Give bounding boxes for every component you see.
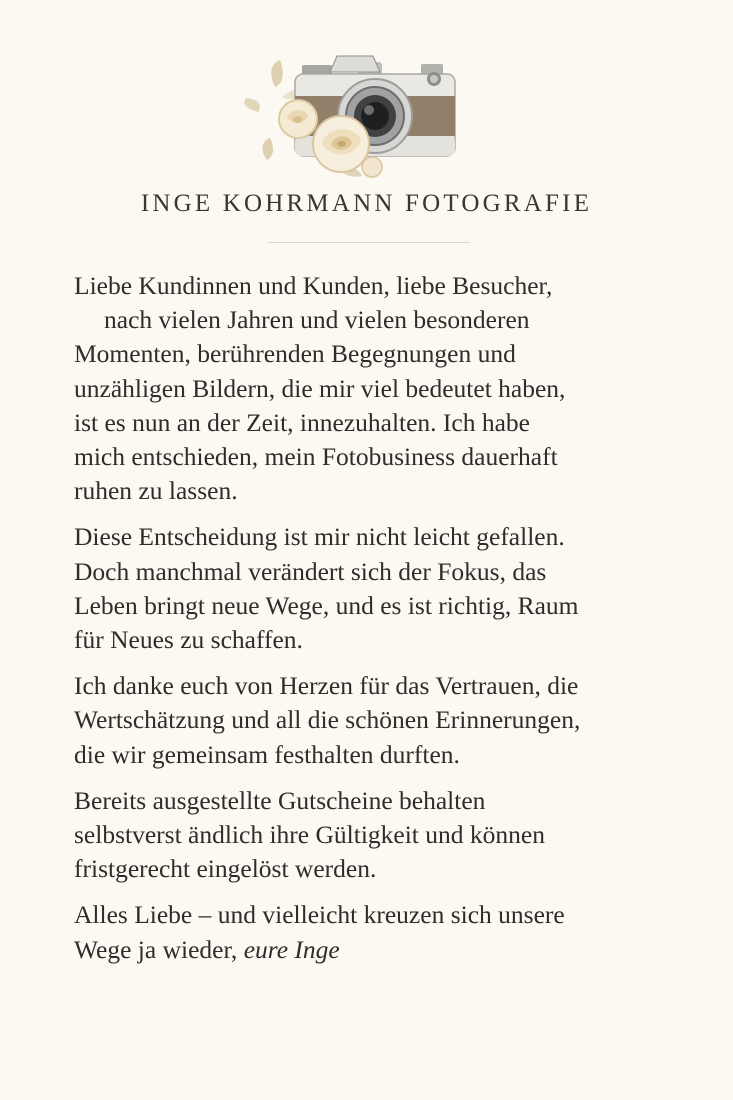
letter-paragraph-2: [74, 520, 674, 657]
letter-line: fristgerecht eingelöst werden.: [74, 854, 377, 884]
letter-line: unzähligen Bildern, die mir viel bedeutet haben,: [74, 373, 566, 403]
camera-with-roses-illustration: [240, 52, 462, 184]
brand-name: INGE KOHRMANN FOTOGRAFIE: [140, 190, 593, 217]
closing-text: Wege ja wieder,: [74, 934, 244, 964]
letter-line: nach vielen Jahren und vielen besonderen: [104, 305, 530, 335]
letter-line: [74, 933, 674, 967]
letter-line: Doch manchmal verändert sich der Fokus, das: [74, 556, 547, 586]
letter-line: selbstverst ändlich ihre Gültigkeit und können: [74, 820, 545, 850]
letter-line: Momenten, berührenden Begegnungen und: [74, 339, 516, 369]
letter-line: Bereits ausgestellte Gutscheine behalten: [74, 785, 486, 815]
letter-line: Ich danke euch von Herzen für das Vertrauen, die: [74, 671, 579, 701]
letter-line: Wertschätzung und all die schönen Erinnerungen,: [74, 705, 581, 735]
letter-line: mich entschieden, mein Fotobusiness dauerhaft: [74, 442, 558, 472]
announcement-letter: [74, 269, 674, 979]
letter-paragraph-4: [74, 784, 674, 887]
letter-line: die wir gemeinsam festhalten durften.: [74, 739, 460, 769]
letter-paragraph-5: [74, 898, 674, 966]
letter-line: Alles Liebe – und vielleicht kreuzen sich unsere: [74, 900, 565, 930]
letter-paragraph-1: [74, 269, 674, 508]
letter-line: für Neues zu schaffen.: [74, 625, 303, 655]
letter-line: Diese Entscheidung ist mir nicht leicht gefallen.: [74, 522, 565, 552]
letter-paragraph-3: [74, 669, 674, 772]
camera-with-roses-icon: [240, 52, 462, 184]
letter-line: ist es nun an der Zeit, innezuhalten. Ich habe: [74, 407, 530, 437]
letter-line: ruhen zu lassen.: [74, 476, 238, 506]
signature: eure Inge: [243, 934, 340, 964]
header-divider: [268, 242, 470, 243]
letter-line: Leben bringt neue Wege, und es ist richtig, Raum: [74, 590, 579, 620]
letter-line: Liebe Kundinnen und Kunden, liebe Besucher,: [74, 271, 553, 300]
